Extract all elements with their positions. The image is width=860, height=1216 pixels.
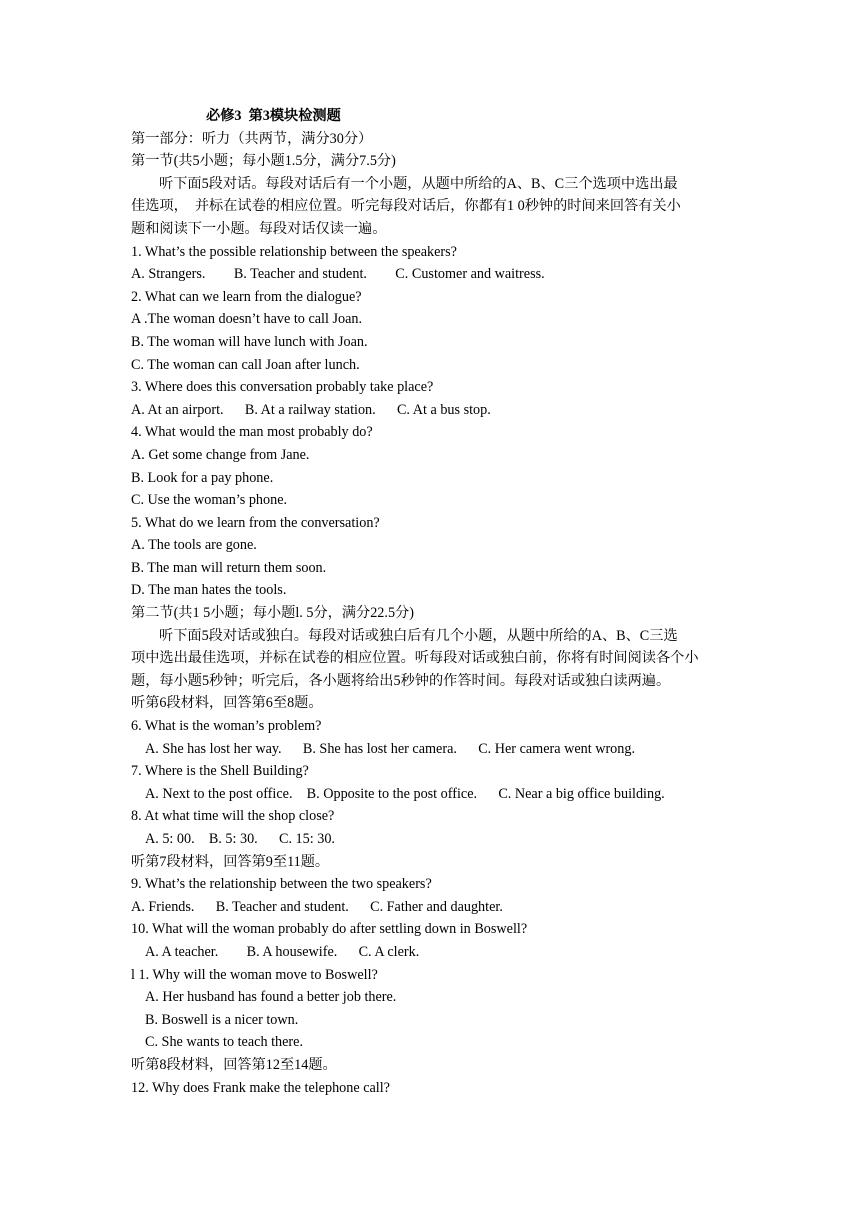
answer-options: A. Strangers. B. Teacher and student. C. Customer and waitress. bbox=[131, 266, 545, 283]
question-text: 5. What do we learn from the conversation? bbox=[131, 514, 380, 531]
question-text: 4. What would the man most probably do? bbox=[131, 424, 373, 441]
answer-option: C. She wants to teach there. bbox=[145, 1034, 303, 1051]
section-one-instructions-line: 听下面5段对话。每段对话后有一个小题，从题中所给的A、B、C三个选项中选出最 bbox=[159, 175, 678, 192]
answer-option: B. The woman will have lunch with Joan. bbox=[131, 333, 368, 350]
section-one-heading: 第一节(共5小题；每小题1.5分，满分7.5分) bbox=[131, 153, 396, 170]
answer-option: B. Look for a pay phone. bbox=[131, 469, 274, 486]
question-text: 9. What’s the relationship between the two speakers? bbox=[131, 876, 432, 893]
answer-options: A. A teacher. B. A housewife. C. A clerk. bbox=[145, 943, 420, 960]
section-one-instructions-line: 佳选项， 并标在试卷的相应位置。听完每段对话后，你都有1 0秒钟的时间来回答有关小 bbox=[131, 198, 681, 215]
document-body bbox=[131, 105, 731, 1099]
question-text: 7. Where is the Shell Building? bbox=[131, 763, 309, 780]
section-two-instructions-line: 听下面5段对话或独白。每段对话或独白后有几个小题，从题中所给的A、B、C三选 bbox=[159, 627, 678, 644]
section-two-heading: 第二节(共1 5小题；每小题l. 5分，满分22.5分) bbox=[131, 605, 414, 622]
answer-option: A. The tools are gone. bbox=[131, 537, 257, 554]
answer-option: A. Get some change from Jane. bbox=[131, 446, 310, 463]
answer-option: B. Boswell is a nicer town. bbox=[145, 1011, 299, 1028]
answer-options: A. 5: 00. B. 5: 30. C. 15: 30. bbox=[145, 831, 335, 847]
answer-option: D. The man hates the tools. bbox=[131, 582, 287, 599]
answer-options: A. Next to the post office. B. Opposite to the post office. C. Near a big office building. bbox=[145, 785, 665, 802]
answer-options: A. She has lost her way. B. She has lost her camera. C. Her camera went wrong. bbox=[145, 740, 635, 757]
material-heading: 听第7段材料，回答第9至11题。 bbox=[131, 853, 330, 870]
question-text: 1. What’s the possible relationship between the speakers? bbox=[131, 243, 457, 260]
answer-options: A. Friends. B. Teacher and student. C. Father and daughter. bbox=[131, 898, 503, 915]
section-two-instructions-line: 项中选出最佳选项，并标在试卷的相应位置。听每段对话或独白前，你将有时间阅读各个小 bbox=[131, 650, 699, 667]
answer-option: A .The woman doesn’t have to call Joan. bbox=[131, 311, 363, 328]
document-title: 必修3 第3模块检测题 bbox=[206, 108, 341, 124]
question-text: 3. Where does this conversation probably take place? bbox=[131, 379, 434, 396]
question-text: 8. At what time will the shop close? bbox=[131, 808, 335, 825]
material-heading: 听第8段材料，回答第12至14题。 bbox=[131, 1056, 337, 1073]
answer-option: A. Her husband has found a better job there. bbox=[145, 989, 397, 1006]
answer-options: A. At an airport. B. At a railway station. C. At a bus stop. bbox=[131, 401, 491, 418]
section-two-instructions-line: 题，每小题5秒钟；听完后，各小题将给出5秒钟的作答时间。每段对话或独白读两遍。 bbox=[131, 672, 671, 689]
part-one-heading: 第一部分：听力（共两节，满分30分） bbox=[131, 130, 373, 147]
question-text: 2. What can we learn from the dialogue? bbox=[131, 288, 362, 305]
answer-option: B. The man will return them soon. bbox=[131, 559, 327, 576]
question-text: 6. What is the woman’s problem? bbox=[131, 718, 322, 735]
question-text: 10. What will the woman probably do after settling down in Boswell? bbox=[131, 921, 528, 938]
answer-option: C. Use the woman’s phone. bbox=[131, 492, 288, 509]
section-one-instructions-line: 题和阅读下一小题。每段对话仅读一遍。 bbox=[131, 220, 387, 237]
material-heading: 听第6段材料，回答第6至8题。 bbox=[131, 695, 323, 712]
answer-option: C. The woman can call Joan after lunch. bbox=[131, 356, 360, 373]
question-text: 12. Why does Frank make the telephone call? bbox=[131, 1079, 390, 1096]
question-text: l 1. Why will the woman move to Boswell? bbox=[131, 966, 378, 983]
